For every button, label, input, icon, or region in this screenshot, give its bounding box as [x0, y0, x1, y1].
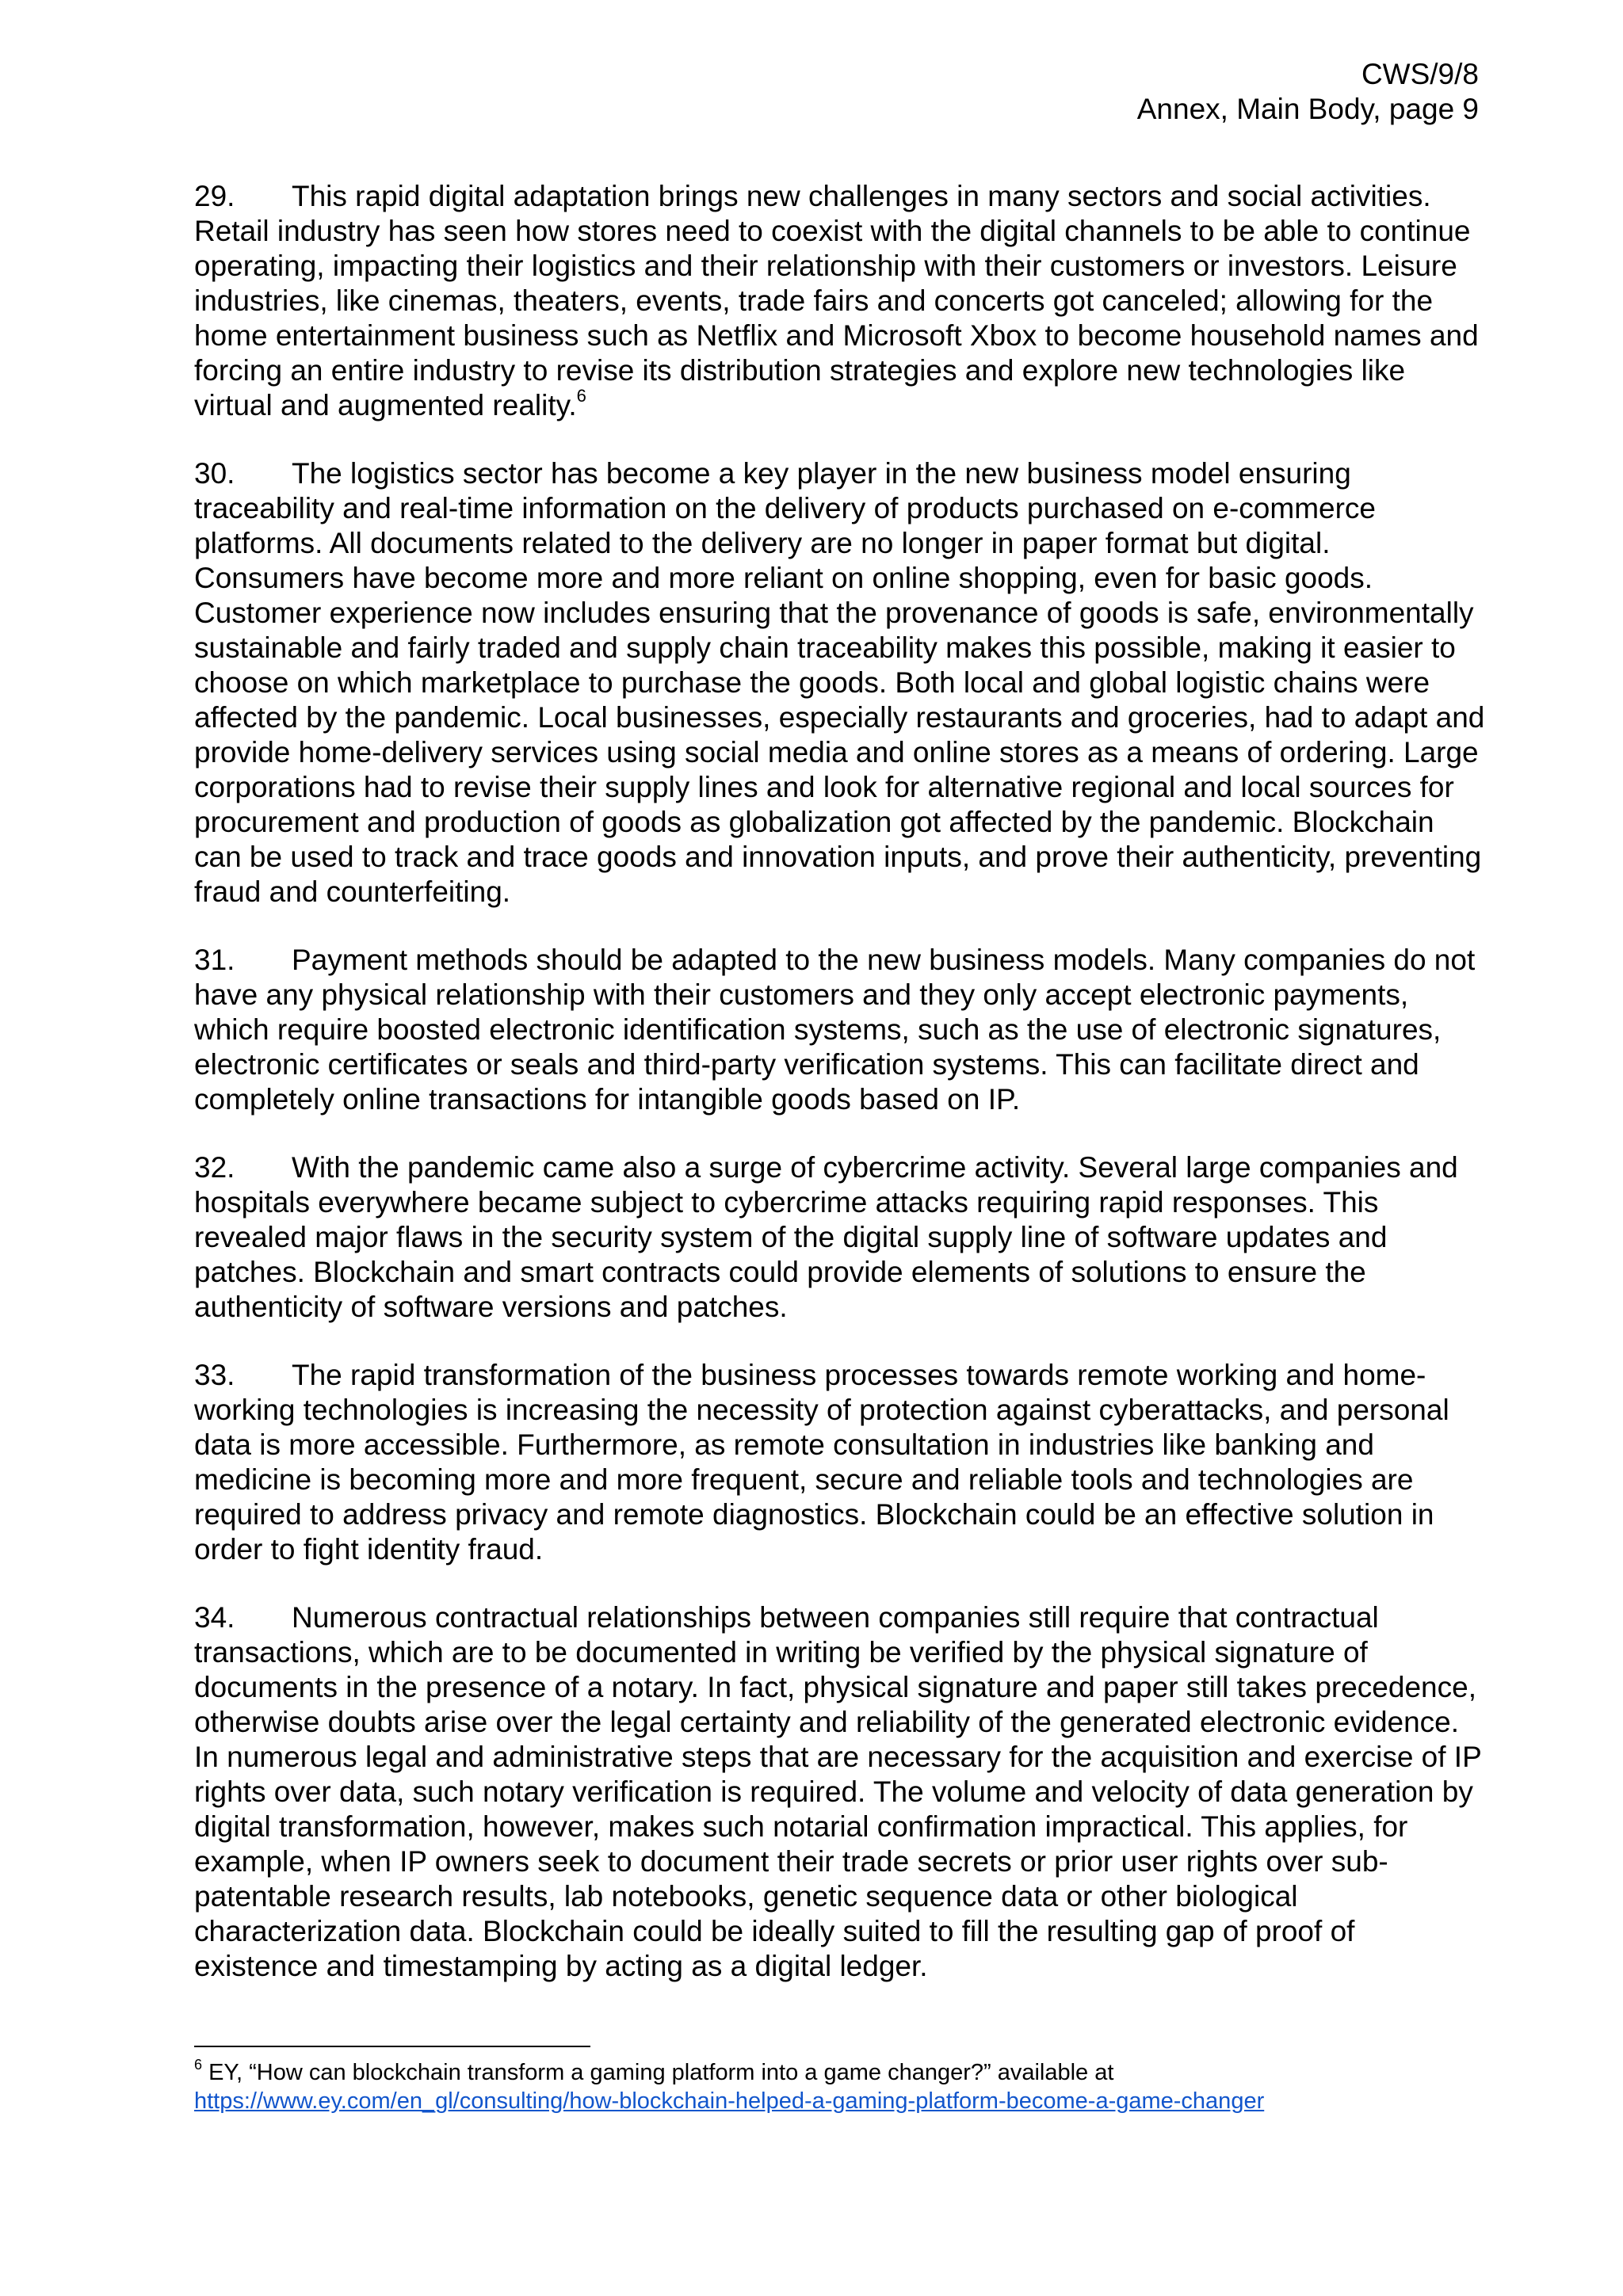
paragraph-text: Payment methods should be adapted to the new business models. Many companies do not have any physical relationship with their customers and they only accept electronic payments, which require boosted electronic identification systems, such as the use of electronic signatures, electronic certificates or seals and third-party verification systems. This can facilitate direct and completely online transactions for intangible goods based on IP.: [194, 944, 1476, 1116]
paragraph-32: [194, 1150, 1486, 1325]
page-reference: Annex, Main Body, page 9: [1136, 93, 1479, 125]
footnote-separator: [194, 2046, 590, 2047]
paragraph-30: [194, 456, 1486, 910]
paragraph-number: 32.: [194, 1151, 235, 1184]
paragraph-number: 33.: [194, 1359, 235, 1391]
paragraph-number: 34.: [194, 1601, 235, 1634]
footnote-reference[interactable]: 6: [576, 385, 586, 406]
paragraph-34: [194, 1600, 1486, 1984]
page-header: [1137, 57, 1479, 127]
footnote-link[interactable]: https://www.ey.com/en_gl/consulting/how-blockchain-helped-a-gaming-platform-become-a-game-changer: [194, 2088, 1265, 2114]
paragraph-number: 31.: [194, 944, 235, 976]
paragraph-text: With the pandemic came also a surge of cybercrime activity. Several large companies and hospitals everywhere became subject to cybercrime attacks requiring rapid responses. This revealed major flaws in the security system of the digital supply line of software updates and patches. Blockchain and smart contracts could provide elements of solutions to ensure the authenticity of software versions and patches.: [194, 1151, 1458, 1323]
document-code: CWS/9/8: [1361, 58, 1479, 90]
paragraph-29: [194, 179, 1486, 423]
footnote-6: [194, 2058, 1486, 2115]
footnote-marker: 6: [194, 2057, 203, 2073]
paragraph-number: 30.: [194, 457, 235, 490]
paragraph-text: The rapid transformation of the business processes towards remote working and home-working technologies is increasing the necessity of protection against cyberattacks, and personal data is more accessible. Furthermore, as remote consultation in industries like banking and medicine is becoming more and more frequent, secure and reliable tools and technologies are required to address privacy and remote diagnostics. Blockchain could be an effective solution in order to fight identity fraud.: [194, 1359, 1449, 1566]
paragraph-text: The logistics sector has become a key player in the new business model ensuring traceability and real-time information on the delivery of products purchased on e-commerce platforms. All documents related to the delivery are no longer in paper format but digital. Consumers have become more and more reliant on online shopping, even for basic goods. Customer experience now includes ensuring that the provenance of goods is safe, environmentally sustainable and fairly traded and supply chain traceability makes this possible, making it easier to choose on which marketplace to purchase the goods. Both local and global logistic chains were affected by the pandemic. Local businesses, especially restaurants and groceries, had to adapt and provide home-delivery services using social media and online stores as a means of ordering. Large corporations had to revise their supply lines and look for alternative regional and local sources for procurement and production of goods as globalization got affected by the pandemic. Blockchain can be used to track and trace goods and innovation inputs, and prove their authenticity, preventing fraud and counterfeiting.: [194, 457, 1485, 908]
document-body: [194, 179, 1486, 2017]
footnote-text: EY, “How can blockchain transform a gaming platform into a game changer?” available at: [208, 2060, 1114, 2085]
paragraph-number: 29.: [194, 180, 235, 212]
paragraph-text: This rapid digital adaptation brings new challenges in many sectors and social activities. Retail industry has seen how stores need to coexist with the digital channels to be able to continue operating, impacting their logistics and their relationship with their customers or investors. Leisure industries, like cinemas, theaters, events, trade fairs and concerts got canceled; allowing for the home entertainment business such as Netflix and Microsoft Xbox to become household names and forcing an entire industry to revise its distribution strategies and explore new technologies like virtual and augmented reality.: [194, 180, 1479, 421]
paragraph-text: Numerous contractual relationships between companies still require that contractual transactions, which are to be documented in writing be verified by the physical signature of documents in the presence of a notary. In fact, physical signature and paper still takes precedence, otherwise doubts arise over the legal certainty and reliability of the generated electronic evidence. In numerous legal and administrative steps that are necessary for the acquisition and exercise of IP rights over data, such notary verification is required. The volume and velocity of data generation by digital transformation, however, makes such notarial confirmation impractical. This applies, for example, when IP owners seek to document their trade secrets or prior user rights over sub-patentable research results, lab notebooks, genetic sequence data or other biological characterization data. Blockchain could be ideally suited to fill the resulting gap of proof of existence and timestamping by acting as a digital ledger.: [194, 1601, 1482, 1982]
paragraph-33: [194, 1358, 1486, 1567]
paragraph-31: [194, 943, 1486, 1117]
